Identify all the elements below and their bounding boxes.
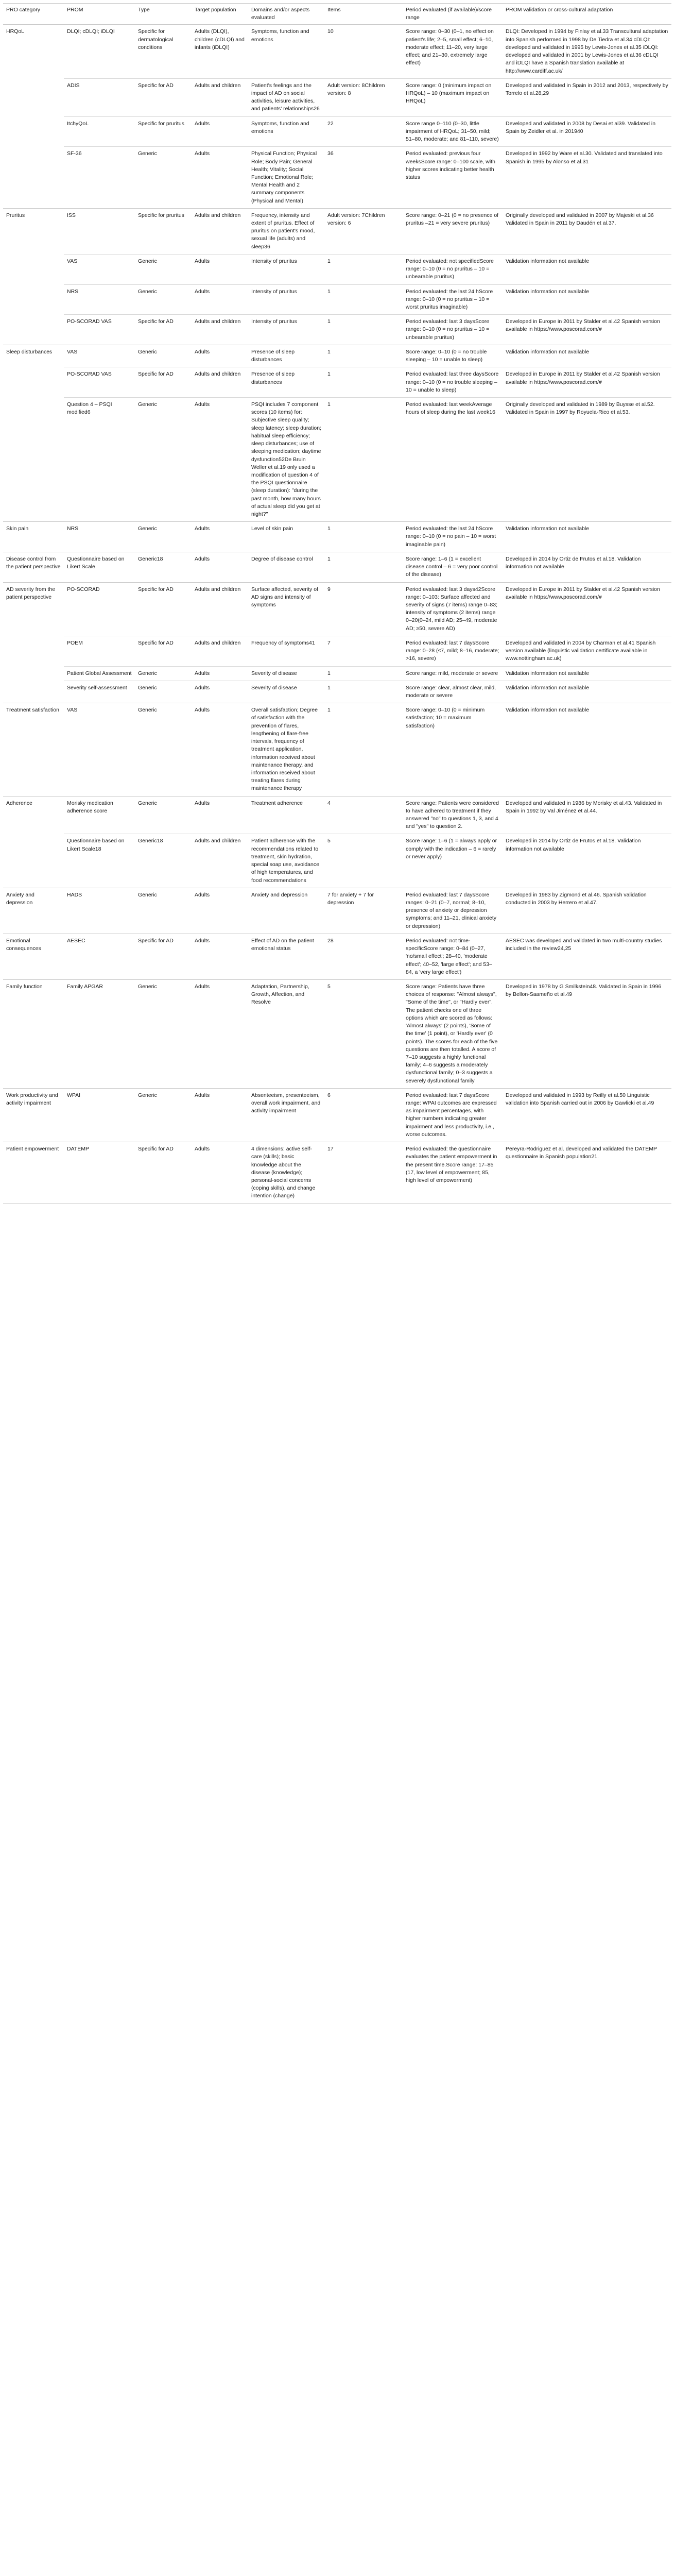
table-row [3, 147, 671, 209]
period-score-cell: Score range: 1–6 (1 = excellent disease control – 6 = very poor control of the disease) [403, 552, 503, 582]
pro-category-cell [3, 147, 64, 209]
domains-cell: Presence of sleep disturbances [248, 345, 324, 367]
validation-cell: DLQI: Developed in 1994 by Finlay et al.33 Transcultural adaptation into Spanish performed in 1998 by De Tiedra et al.34 cDLQI: developed and validated in 1995 by Lewis-Jones et al.35 iDLQI: developed and validated in 2001 by Lewis-Jones et al.36 cDLQI and iDLQI have a Spanish translation available at http://www.cardiff.ac.uk/ [503, 25, 671, 78]
pro-category-cell: Sleep disturbances [6, 348, 53, 355]
validation-cell: Developed and validated in 2004 by Charman et al.41 Spanish version available (linguistic validation certificate available in www.nottingham.ac.uk) [503, 636, 671, 666]
target-population-cell: Adults [192, 1142, 248, 1204]
table-row [3, 666, 671, 681]
type-cell: Generic [135, 522, 192, 552]
prom-cell: ItchyQoL [64, 116, 135, 147]
pro-category-cell: Work productivity and activity impairment [3, 1088, 64, 1142]
prom-cell: VAS [64, 345, 135, 367]
items-cell: 28 [324, 934, 403, 979]
period-score-cell: Score range: 0 (minimum impact on HRQoL) – 10 (maximum impact on HRQoL) [403, 78, 503, 116]
target-population-cell: Adults and children [192, 315, 248, 345]
pro-category-cell: Treatment satisfaction [3, 703, 64, 796]
table-row [3, 834, 671, 888]
prom-cell: Family APGAR [64, 979, 135, 1088]
target-population-cell: Adults [192, 888, 248, 934]
prom-cell: ADIS [64, 78, 135, 116]
items-cell: 1 [324, 703, 403, 796]
type-cell: Generic [135, 666, 192, 681]
items-cell: Adult version: 8Children version: 8 [324, 78, 403, 116]
type-cell: Generic18 [135, 834, 192, 888]
target-population-cell: Adults [192, 1088, 248, 1142]
items-cell: 22 [324, 116, 403, 147]
period-score-cell: Score range 0–110 (0–30, little impairment of HRQoL; 31–50, mild; 51–80, moderate; and 81–110, severe) [403, 116, 503, 147]
period-score-cell: Score range: 0–10 (0 = no trouble sleeping – 10 = unable to sleep) [403, 345, 503, 367]
target-population-cell: Adults [192, 934, 248, 979]
table-row [3, 1142, 671, 1204]
period-score-cell: Period evaluated: previous four weeksScore range: 0–100 scale, with higher scores indicating better health status [403, 147, 503, 209]
table-row [3, 888, 671, 934]
validation-cell: Validation information not available [503, 703, 671, 796]
target-population-cell: Adults and children [192, 636, 248, 666]
target-population-cell: Adults [192, 284, 248, 315]
prom-cell: NRS [64, 284, 135, 315]
items-cell: 36 [324, 147, 403, 209]
pro-category-cell [3, 116, 64, 147]
type-cell: Specific for AD [135, 315, 192, 345]
prom-cell: Questionnaire based on Likert Scale [64, 552, 135, 582]
period-score-cell: Period evaluated: last 3 daysScore range: 0–10 (0 = no pruritus – 10 = unbearable pruritus) [403, 315, 503, 345]
items-cell: 7 [324, 636, 403, 666]
period-score-cell: Period evaluated: last three daysScore range: 0–10 (0 = no trouble sleeping – 10 = unable to sleep) [403, 367, 503, 398]
items-cell: 1 [324, 522, 403, 552]
validation-cell: Developed in Europe in 2011 by Stalder et al.42 Spanish version available in https://www.poscorad.com/# [503, 582, 671, 636]
pro-category-cell: Adherence [6, 800, 32, 806]
table-row [3, 934, 671, 979]
domains-cell: Adaptation, Partnership, Growth, Affection, and Resolve [248, 979, 324, 1088]
period-score-cell: Period evaluated: last 7 daysScore range: WPAI outcomes are expressed as impairment percentages, with higher numbers indicating greater impairment and less productivity, i.e., worse outcomes. [403, 1088, 503, 1142]
period-score-cell: Score range: Patients were considered to have adhered to treatment if they answered "no" to questions 1, 3, and 4 and "yes" to question 2. [403, 796, 503, 834]
pro-category-cell [3, 284, 64, 315]
domains-cell: 4 dimensions: active self-care (skills); basic knowledge about the disease (knowledge); personal-social concerns (coping skills), and change intention (change) [248, 1142, 324, 1204]
pro-category-cell [3, 636, 64, 666]
items-cell: 1 [324, 345, 403, 367]
type-cell: Specific for AD [135, 934, 192, 979]
table-row [3, 284, 671, 315]
type-cell: Specific for dermatological conditions [135, 25, 192, 78]
prom-cell: DLQI; cDLQI; iDLQI [64, 25, 135, 78]
prom-cell: PO-SCORAD VAS [64, 315, 135, 345]
type-cell: Generic [135, 147, 192, 209]
type-cell: Generic [135, 703, 192, 796]
prom-cell: Question 4 – PSQI modified6 [64, 397, 135, 521]
pro-category-cell [3, 315, 64, 345]
domains-cell: Severity of disease [248, 666, 324, 681]
domains-cell: Severity of disease [248, 681, 324, 703]
validation-cell: Validation information not available [503, 666, 671, 681]
domains-cell: Intensity of pruritus [248, 254, 324, 284]
pro-category-cell: AD severity from the patient perspective [6, 586, 56, 600]
pro-category-cell [3, 367, 64, 398]
table-row [3, 208, 671, 254]
validation-cell: Developed in 1992 by Ware et al.30. Validated and translated into Spanish in 1995 by Alonso et al.31 [503, 147, 671, 209]
target-population-cell: Adults and children [192, 834, 248, 888]
table-row [3, 397, 671, 521]
header-period-score: Period evaluated (if available)/score range [403, 4, 503, 25]
domains-cell: Absenteeism, presenteeism, overall work impairment, and activity impairment [248, 1088, 324, 1142]
type-cell: Generic [135, 681, 192, 703]
prom-cell: Morisky medication adherence score [64, 796, 135, 834]
domains-cell: Anxiety and depression [248, 888, 324, 934]
period-score-cell: Period evaluated: not time-specificScore range: 0–84 (0–27, 'no/small effect'; 28–40, 'moderate effect'; 40–52, 'large effect'; and 53–84, a 'very large effect') [403, 934, 503, 979]
target-population-cell: Adults [192, 116, 248, 147]
domains-cell: Patient adherence with the recommendations related to treatment, skin hydration, special soap use, avoidance of high temperatures, and food recommendations [248, 834, 324, 888]
domains-cell: Frequency of symptoms41 [248, 636, 324, 666]
type-cell: Generic [135, 284, 192, 315]
target-population-cell: Adults [192, 397, 248, 521]
validation-cell: Developed in 1983 by Zigmond et al.46. Spanish validation conducted in 2003 by Herrero et al.47. [503, 888, 671, 934]
type-cell: Generic [135, 345, 192, 367]
items-cell: 1 [324, 681, 403, 703]
header-pro-category: PRO category [3, 4, 64, 25]
items-cell: 17 [324, 1142, 403, 1204]
target-population-cell: Adults [192, 345, 248, 367]
target-population-cell: Adults (DLQI), children (cDLQI) and infants (iDLQI) [192, 25, 248, 78]
type-cell: Generic18 [135, 552, 192, 582]
validation-cell: Validation information not available [503, 522, 671, 552]
table-body [3, 25, 671, 1204]
validation-cell: Developed in 1978 by G Smilkstein48. Validated in Spain in 1996 by Bellon-Saameño et al.49 [503, 979, 671, 1088]
period-score-cell: Period evaluated: the questionnaire evaluates the patient empowerment in the present time.Score range: 17–85 (17, low level of empowerment; 85, high level of empowerment) [403, 1142, 503, 1204]
prom-cell: Patient Global Assessment [64, 666, 135, 681]
domains-cell: Patient's feelings and the impact of AD on social activities, leisure activities, and patients' relationships26 [248, 78, 324, 116]
prom-table [3, 3, 671, 1204]
validation-cell: AESEC was developed and validated in two multi-country studies included in the review24,25 [503, 934, 671, 979]
validation-cell: Developed in Europe in 2011 by Stalder et al.42 Spanish version available in https://www.poscorad.com/# [503, 315, 671, 345]
table-row [3, 582, 671, 636]
pro-category-cell: Anxiety and depression [3, 888, 64, 934]
header-validation: PROM validation or cross-cultural adaptation [503, 4, 671, 25]
period-score-cell: Score range: 1–6 (1 = always apply or comply with the indication – 6 = rarely or never apply) [403, 834, 503, 888]
pro-category-cell [3, 666, 64, 681]
validation-cell: Validation information not available [503, 681, 671, 703]
domains-cell: Physical Function; Physical Role; Body Pain; General Health; Vitality; Social Function; Emotional Role; Mental Health and 2 summary components (Physical and Mental) [248, 147, 324, 209]
validation-cell: Validation information not available [503, 254, 671, 284]
table-row [3, 367, 671, 398]
validation-cell: Pereyra-Rodriguez et al. developed and validated the DATEMP questionnaire in Spanish population21. [503, 1142, 671, 1204]
table-header-row [3, 4, 671, 25]
table-row [3, 315, 671, 345]
type-cell: Generic [135, 979, 192, 1088]
target-population-cell: Adults and children [192, 208, 248, 254]
pro-category-cell: HRQoL [6, 28, 25, 35]
domains-cell: Effect of AD on the patient emotional status [248, 934, 324, 979]
items-cell: 5 [324, 979, 403, 1088]
table-row [3, 522, 671, 552]
prom-cell: Severity self-assessment [64, 681, 135, 703]
validation-cell: Developed and validated in Spain in 2012 and 2013, respectively by Torrelo et al.28,29 [503, 78, 671, 116]
table-row [3, 636, 671, 666]
prom-cell: ISS [64, 208, 135, 254]
target-population-cell: Adults [192, 703, 248, 796]
pro-category-cell: Family function [3, 979, 64, 1088]
domains-cell: Degree of disease control [248, 552, 324, 582]
domains-cell: Surface affected, severity of AD signs and intensity of symptoms [248, 582, 324, 636]
items-cell: 1 [324, 552, 403, 582]
pro-category-cell [3, 681, 64, 703]
type-cell: Generic [135, 254, 192, 284]
prom-cell: WPAI [64, 1088, 135, 1142]
prom-cell: SF-36 [64, 147, 135, 209]
prom-cell: DATEMP [64, 1142, 135, 1204]
prom-cell: Questionnaire based on Likert Scale18 [64, 834, 135, 888]
table-row [3, 25, 671, 78]
validation-cell: Developed in 2014 by Ortiz de Frutos et al.18. Validation information not available [503, 552, 671, 582]
target-population-cell: Adults [192, 552, 248, 582]
type-cell: Generic [135, 796, 192, 834]
target-population-cell: Adults [192, 254, 248, 284]
items-cell: 1 [324, 315, 403, 345]
type-cell: Specific for AD [135, 1142, 192, 1204]
table-row [3, 116, 671, 147]
pro-category-cell: Emotional consequences [3, 934, 64, 979]
items-cell: 1 [324, 284, 403, 315]
pro-category-cell [3, 78, 64, 116]
domains-cell: Symptoms, function and emotions [248, 25, 324, 78]
header-prom: PROM [64, 4, 135, 25]
period-score-cell: Period evaluated: not specifiedScore range: 0–10 (0 = no pruritus – 10 = unbearable pruritus) [403, 254, 503, 284]
table-row [3, 796, 671, 834]
header-type: Type [135, 4, 192, 25]
items-cell: 1 [324, 397, 403, 521]
type-cell: Specific for AD [135, 636, 192, 666]
type-cell: Specific for AD [135, 367, 192, 398]
pro-category-cell: Patient empowerment [3, 1142, 64, 1204]
table-row [3, 78, 671, 116]
items-cell: 10 [324, 25, 403, 78]
prom-cell: VAS [64, 703, 135, 796]
validation-cell: Developed and validated in 2008 by Desai et al39. Validated in Spain by Zeidler et al. in 201940 [503, 116, 671, 147]
table-row [3, 1088, 671, 1142]
items-cell: 6 [324, 1088, 403, 1142]
period-score-cell: Period evaluated: last 7 daysScore range: 0–28 (≤7, mild; 8–16, moderate; >16, severe) [403, 636, 503, 666]
target-population-cell: Adults [192, 796, 248, 834]
domains-cell: Intensity of pruritus [248, 284, 324, 315]
type-cell: Generic [135, 1088, 192, 1142]
domains-cell: Level of skin pain [248, 522, 324, 552]
table-row [3, 345, 671, 367]
validation-cell: Developed in 2014 by Ortiz de Frutos et al.18. Validation information not available [503, 834, 671, 888]
type-cell: Specific for pruritus [135, 208, 192, 254]
items-cell: 9 [324, 582, 403, 636]
domains-cell: Symptoms, function and emotions [248, 116, 324, 147]
header-target-population: Target population [192, 4, 248, 25]
target-population-cell: Adults [192, 979, 248, 1088]
items-cell: Adult version: 7Children version: 6 [324, 208, 403, 254]
target-population-cell: Adults [192, 522, 248, 552]
type-cell: Specific for AD [135, 582, 192, 636]
period-score-cell: Score range: Patients have three choices of response: "Almost always", "Some of the time", or "Hardly ever". The patient checks one of three options which are scored as follows: 'Almost always' (2 points), 'Some of the time' (1 point), or 'Hardly ever' (0 points). The scores for each of the five questions are then totalled. A score of 7–10 suggests a highly functional family; 4–6 suggests a moderately dysfunctional family; 0–3 suggests a severely dysfunctional family [403, 979, 503, 1088]
period-score-cell: Score range: 0–30 (0–1, no effect on patient's life; 2–5, small effect; 6–10, moderate effect; 11–20, very large effect; and 21–30, extremely large effect) [403, 25, 503, 78]
domains-cell: Overall satisfaction; Degree of satisfaction with the prevention of flares, lengthening of flare-free intervals, frequency of treatment application, information received about maintenance therapy, and information received about treating flares during maintenance therapy [248, 703, 324, 796]
prom-cell: PO-SCORAD VAS [64, 367, 135, 398]
pro-category-cell: Disease control from the patient perspective [3, 552, 64, 582]
validation-cell: Originally developed and validated in 2007 by Majeski et al.36 Validated in Spain in 2011 by Daudén et al.37. [503, 208, 671, 254]
pro-category-cell [3, 254, 64, 284]
target-population-cell: Adults [192, 666, 248, 681]
items-cell: 1 [324, 367, 403, 398]
period-score-cell: Period evaluated: last 7 daysScore ranges: 0–21 (0–7, normal; 8–10, presence of anxiety or depression symptoms; and 11–21, clinical anxiety or depression) [403, 888, 503, 934]
type-cell: Generic [135, 397, 192, 521]
period-score-cell: Period evaluated: last 3 days42Score range: 0–103: Surface affected and severity of signs (7 items) range 0–83; intensity of symptoms (2 items) range 0–20(0–24, mild AD; 25–49, moderate AD; ≥50, severe AD) [403, 582, 503, 636]
prom-cell: POEM [64, 636, 135, 666]
validation-cell: Validation information not available [503, 284, 671, 315]
domains-cell: Intensity of pruritus [248, 315, 324, 345]
table-row [3, 254, 671, 284]
type-cell: Specific for pruritus [135, 116, 192, 147]
domains-cell: Frequency, intensity and extent of pruritus. Effect of pruritus on patient's mood, sexual life (adults) and sleep36 [248, 208, 324, 254]
target-population-cell: Adults and children [192, 78, 248, 116]
period-score-cell: Score range: 0–21 (0 = no presence of pruritus –21 = very severe pruritus) [403, 208, 503, 254]
prom-cell: PO-SCORAD [64, 582, 135, 636]
header-domains: Domains and/or aspects evaluated [248, 4, 324, 25]
items-cell: 4 [324, 796, 403, 834]
validation-cell: Validation information not available [503, 345, 671, 367]
domains-cell: Presence of sleep disturbances [248, 367, 324, 398]
validation-cell: Originally developed and validated in 1989 by Buysse et al.52. Validated in Spain in 1997 by Royuela-Rico et al.53. [503, 397, 671, 521]
period-score-cell: Score range: 0–10 (0 = minimum satisfaction; 10 = maximum satisfaction) [403, 703, 503, 796]
header-items: Items [324, 4, 403, 25]
validation-cell: Developed in Europe in 2011 by Stalder et al.42 Spanish version available in https://www.poscorad.com/# [503, 367, 671, 398]
type-cell: Specific for AD [135, 78, 192, 116]
items-cell: 1 [324, 254, 403, 284]
items-cell: 5 [324, 834, 403, 888]
table-row [3, 552, 671, 582]
pro-category-cell: Pruritus [6, 212, 25, 218]
period-score-cell: Period evaluated: last weekAverage hours of sleep during the last week16 [403, 397, 503, 521]
prom-cell: AESEC [64, 934, 135, 979]
domains-cell: PSQI includes 7 component scores (10 items) for: Subjective sleep quality; sleep latency; sleep duration; habitual sleep efficiency; sleep disturbances; use of sleeping medication; daytime dysfunction52De Bruin Weller et al.19 only used a modification of question 4 of the PSQI questionnaire (sleep duration): "during the past month, how many hours of actual sleep did you get at night?" [248, 397, 324, 521]
validation-cell: Developed and validated in 1986 by Morisky et al.43. Validated in Spain in 1992 by Val Jiménez et al.44. [503, 796, 671, 834]
pro-category-cell [3, 834, 64, 888]
prom-cell: NRS [64, 522, 135, 552]
pro-category-cell [3, 397, 64, 521]
target-population-cell: Adults [192, 147, 248, 209]
table-row [3, 979, 671, 1088]
type-cell: Generic [135, 888, 192, 934]
prom-cell: HADS [64, 888, 135, 934]
target-population-cell: Adults and children [192, 582, 248, 636]
period-score-cell: Period evaluated: the last 24 hScore range: 0–10 (0 = no pain – 10 = worst imaginable pain) [403, 522, 503, 552]
prom-cell: VAS [64, 254, 135, 284]
target-population-cell: Adults [192, 681, 248, 703]
period-score-cell: Period evaluated: the last 24 hScore range: 0–10 (0 = no pruritus – 10 = worst pruritus imaginable) [403, 284, 503, 315]
pro-category-cell: Skin pain [3, 522, 64, 552]
domains-cell: Treatment adherence [248, 796, 324, 834]
table-row [3, 681, 671, 703]
items-cell: 1 [324, 666, 403, 681]
items-cell: 7 for anxiety + 7 for depression [324, 888, 403, 934]
period-score-cell: Score range: mild, moderate or severe [403, 666, 503, 681]
table-row [3, 703, 671, 796]
period-score-cell: Score range: clear, almost clear, mild, moderate or severe [403, 681, 503, 703]
validation-cell: Developed and validated in 1993 by Reilly et al.50 Linguistic validation into Spanish carried out in 2006 by Gawlicki et al.49 [503, 1088, 671, 1142]
target-population-cell: Adults and children [192, 367, 248, 398]
